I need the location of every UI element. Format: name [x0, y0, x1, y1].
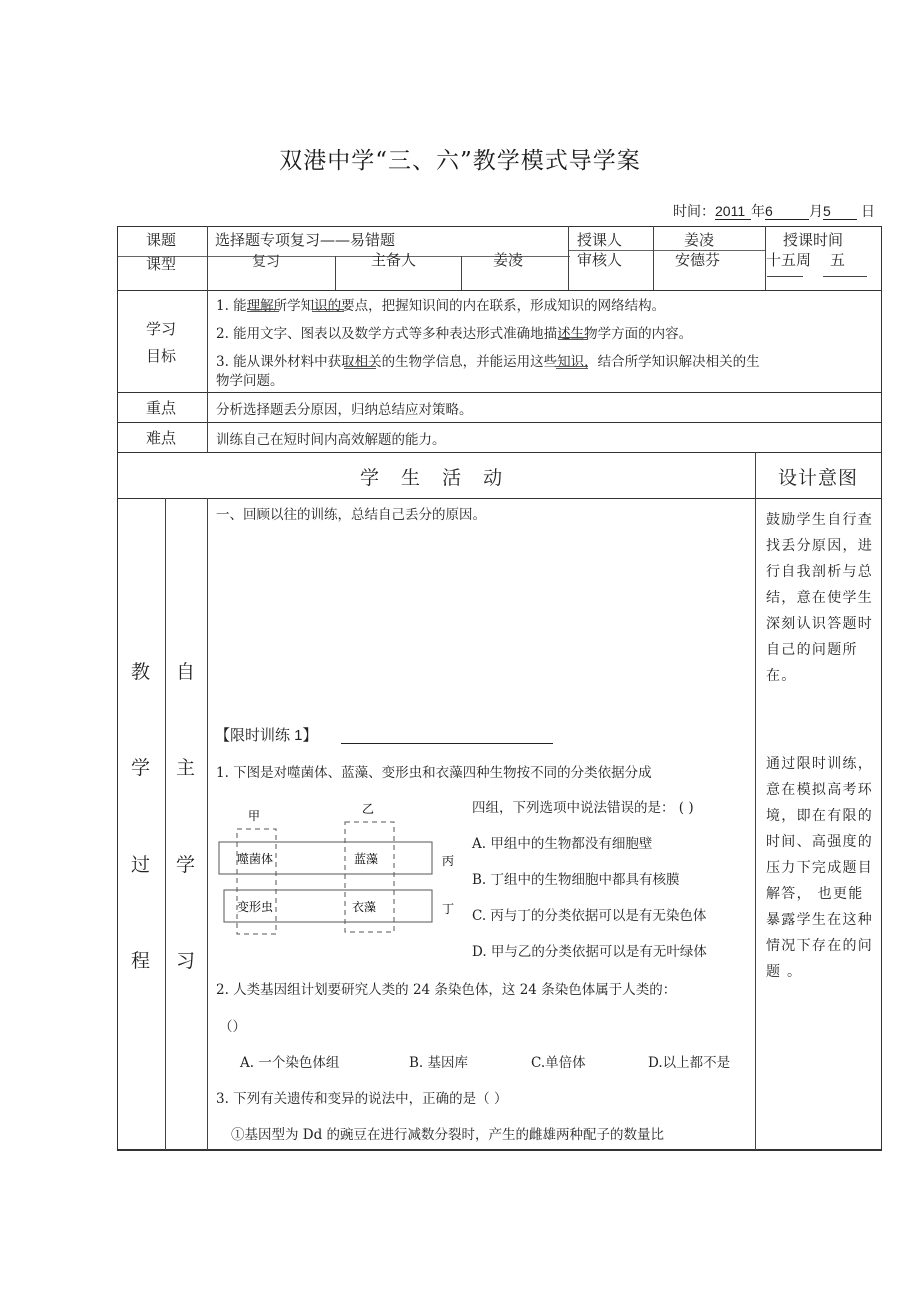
training-heading: 【限时训练 1】 — [215, 727, 318, 744]
double-underline-mark — [247, 309, 279, 312]
row-divider — [117, 452, 882, 453]
lesson-time-week: 十五周 — [766, 251, 812, 269]
q2-stem: 2. 人类基因组计划要研究人类的 24 条染色体，这 24 条染色体属于人类的： — [216, 982, 677, 998]
type-value: 复习 — [252, 254, 280, 270]
cell-cyanobacteria: 蓝藻 — [354, 852, 379, 866]
key-point-value: 分析选择题丢分原因，归纳总结应对策略。 — [216, 402, 473, 418]
self-study-label-char: 习 — [176, 950, 196, 972]
classification-diagram — [210, 795, 470, 945]
process-label-char: 教 — [131, 661, 151, 683]
section1-design-note: 鼓励学生自行查找丢分原因，进行自我剖析与总结，意在使学生深刻认识答题时自己的问题所在。 — [766, 512, 874, 684]
cell-chlamydomonas: 衣藻 — [352, 900, 377, 914]
group-jia-box — [237, 829, 276, 934]
document-title: 双港中学“三、六”教学模式导学案 — [279, 148, 641, 174]
q2-option-b: B. 基因库 — [409, 1055, 469, 1071]
q1-option-a: A. 甲组中的生物都没有细胞壁 — [472, 836, 653, 852]
date-day: 5 — [823, 203, 857, 220]
row-divider — [117, 290, 882, 291]
process-label-char: 程 — [131, 950, 151, 972]
q3-item-1: ①基因型为 Dd 的豌豆在进行减数分裂时，产生的雌雄两种配子的数量比 — [231, 1127, 665, 1143]
self-study-label-char: 学 — [176, 854, 196, 876]
teacher-label: 授课人 — [577, 231, 623, 249]
double-underline-mark — [558, 337, 588, 340]
topic-label: 课题 — [146, 231, 177, 249]
key-point-label: 重点 — [146, 399, 177, 417]
col-divider — [165, 498, 166, 1150]
row-divider — [117, 498, 882, 499]
cell-phage: 噬菌体 — [237, 852, 274, 866]
table-border-right — [881, 226, 882, 1151]
q1-stem-line1: 1. 下图是对噬菌体、蓝藻、变形虫和衣藻四种生物按不同的分类依据分成 — [216, 765, 652, 781]
q2-option-d: D.以上都不是 — [648, 1055, 731, 1071]
col-divider — [335, 256, 336, 290]
type-label: 课型 — [146, 255, 177, 273]
q1-stem-line2: 四组，下列选项中说法错误的是： ( ) — [472, 800, 694, 816]
reviewer-value: 安德芬 — [675, 251, 721, 269]
training-design-note: 通过限时训练，意在模拟高考环境，即在有限的时间、高强度的压力下完成题目解答， 也更能暴露学生在这种情况下存在的问题 。 — [766, 756, 874, 980]
teacher-value: 姜凌 — [684, 231, 715, 249]
difficulty-label: 难点 — [146, 429, 177, 447]
row-divider — [117, 422, 882, 423]
double-underline-mark — [344, 366, 376, 369]
lesson-time-day: 五 — [830, 251, 846, 269]
date-year-unit: 年 — [751, 204, 765, 220]
q2-option-c: C.单倍体 — [531, 1055, 586, 1071]
col-divider — [568, 226, 569, 290]
date-line — [673, 201, 875, 221]
q1-option-d: D. 甲与乙的分类依据可以是有无叶绿体 — [472, 944, 707, 960]
row-divider — [117, 392, 882, 393]
q3-stem: 3. 下列有关遗传和变异的说法中，正确的是（ ） — [216, 1091, 508, 1107]
double-underline-mark — [312, 309, 344, 312]
design-intent-heading: 设计意图 — [778, 467, 859, 489]
reviewer-label: 审核人 — [577, 251, 623, 269]
date-month-unit: 月 — [809, 204, 823, 220]
group-yi-label: 乙 — [362, 802, 375, 816]
group-bing-label: 丙 — [442, 854, 455, 868]
process-label-char: 学 — [131, 757, 151, 779]
group-ding-label: 丁 — [442, 902, 455, 916]
table-border-left — [117, 226, 118, 1151]
q2-option-a: A. 一个染色体组 — [240, 1055, 340, 1071]
date-year: 2011 — [715, 203, 751, 220]
goal-item-3: 3. 能从课外材料中获取相关的生物学信息，并能运用这些知识，结合所学知识解决相关的生 — [216, 354, 760, 370]
date-label: 时间： — [673, 204, 715, 220]
group-jia-label: 甲 — [248, 809, 261, 823]
goals-label-line1: 学习 — [146, 320, 177, 338]
goal-item-1: 1. 能理解所学知识的要点，把握知识间的内在联系，形成知识的网络结构。 — [216, 298, 666, 314]
student-activity-heading: 学 生 活 动 — [360, 467, 511, 489]
group-yi-box — [345, 822, 394, 932]
q1-option-c: C. 丙与丁的分类依据可以是有无染色体 — [472, 908, 707, 924]
col-divider — [207, 226, 208, 452]
self-study-label-char: 自 — [176, 661, 196, 683]
date-month: 6 — [765, 203, 809, 220]
col-divider — [755, 452, 756, 1150]
blank-underline — [823, 276, 867, 277]
goals-label-line2: 目标 — [146, 347, 177, 365]
main-preparer-label: 主备人 — [371, 251, 417, 269]
q2-answer-paren: （） — [219, 1019, 246, 1035]
date-day-unit: 日 — [861, 204, 875, 220]
blank-underline — [767, 276, 803, 277]
goal-item-2: 2. 能用文字、图表以及数学方式等多种表达形式准确地描述生物学方面的内容。 — [216, 326, 693, 342]
cell-amoeba: 变形虫 — [237, 900, 274, 914]
self-study-label-char: 主 — [176, 757, 196, 779]
lesson-time-label: 授课时间 — [783, 231, 844, 249]
table-border-top — [117, 226, 882, 227]
training-blank-underline — [341, 743, 553, 744]
col-divider — [207, 498, 208, 1150]
difficulty-value: 训练自己在短时间内高效解题的能力。 — [216, 432, 446, 448]
topic-value: 选择题专项复习——易错题 — [215, 231, 396, 249]
col-divider — [461, 256, 462, 290]
section1-heading: 一、回顾以往的训练，总结自己丢分的原因。 — [216, 507, 486, 523]
col-divider — [653, 226, 654, 290]
table-border-bottom — [117, 1149, 882, 1151]
process-label-char: 过 — [131, 854, 151, 876]
goal-item-3-cont: 物学问题。 — [216, 373, 284, 389]
q1-option-b: B. 丁组中的生物细胞中都具有核膜 — [472, 872, 680, 888]
main-preparer-value: 姜凌 — [493, 251, 524, 269]
double-underline-mark — [556, 366, 588, 369]
